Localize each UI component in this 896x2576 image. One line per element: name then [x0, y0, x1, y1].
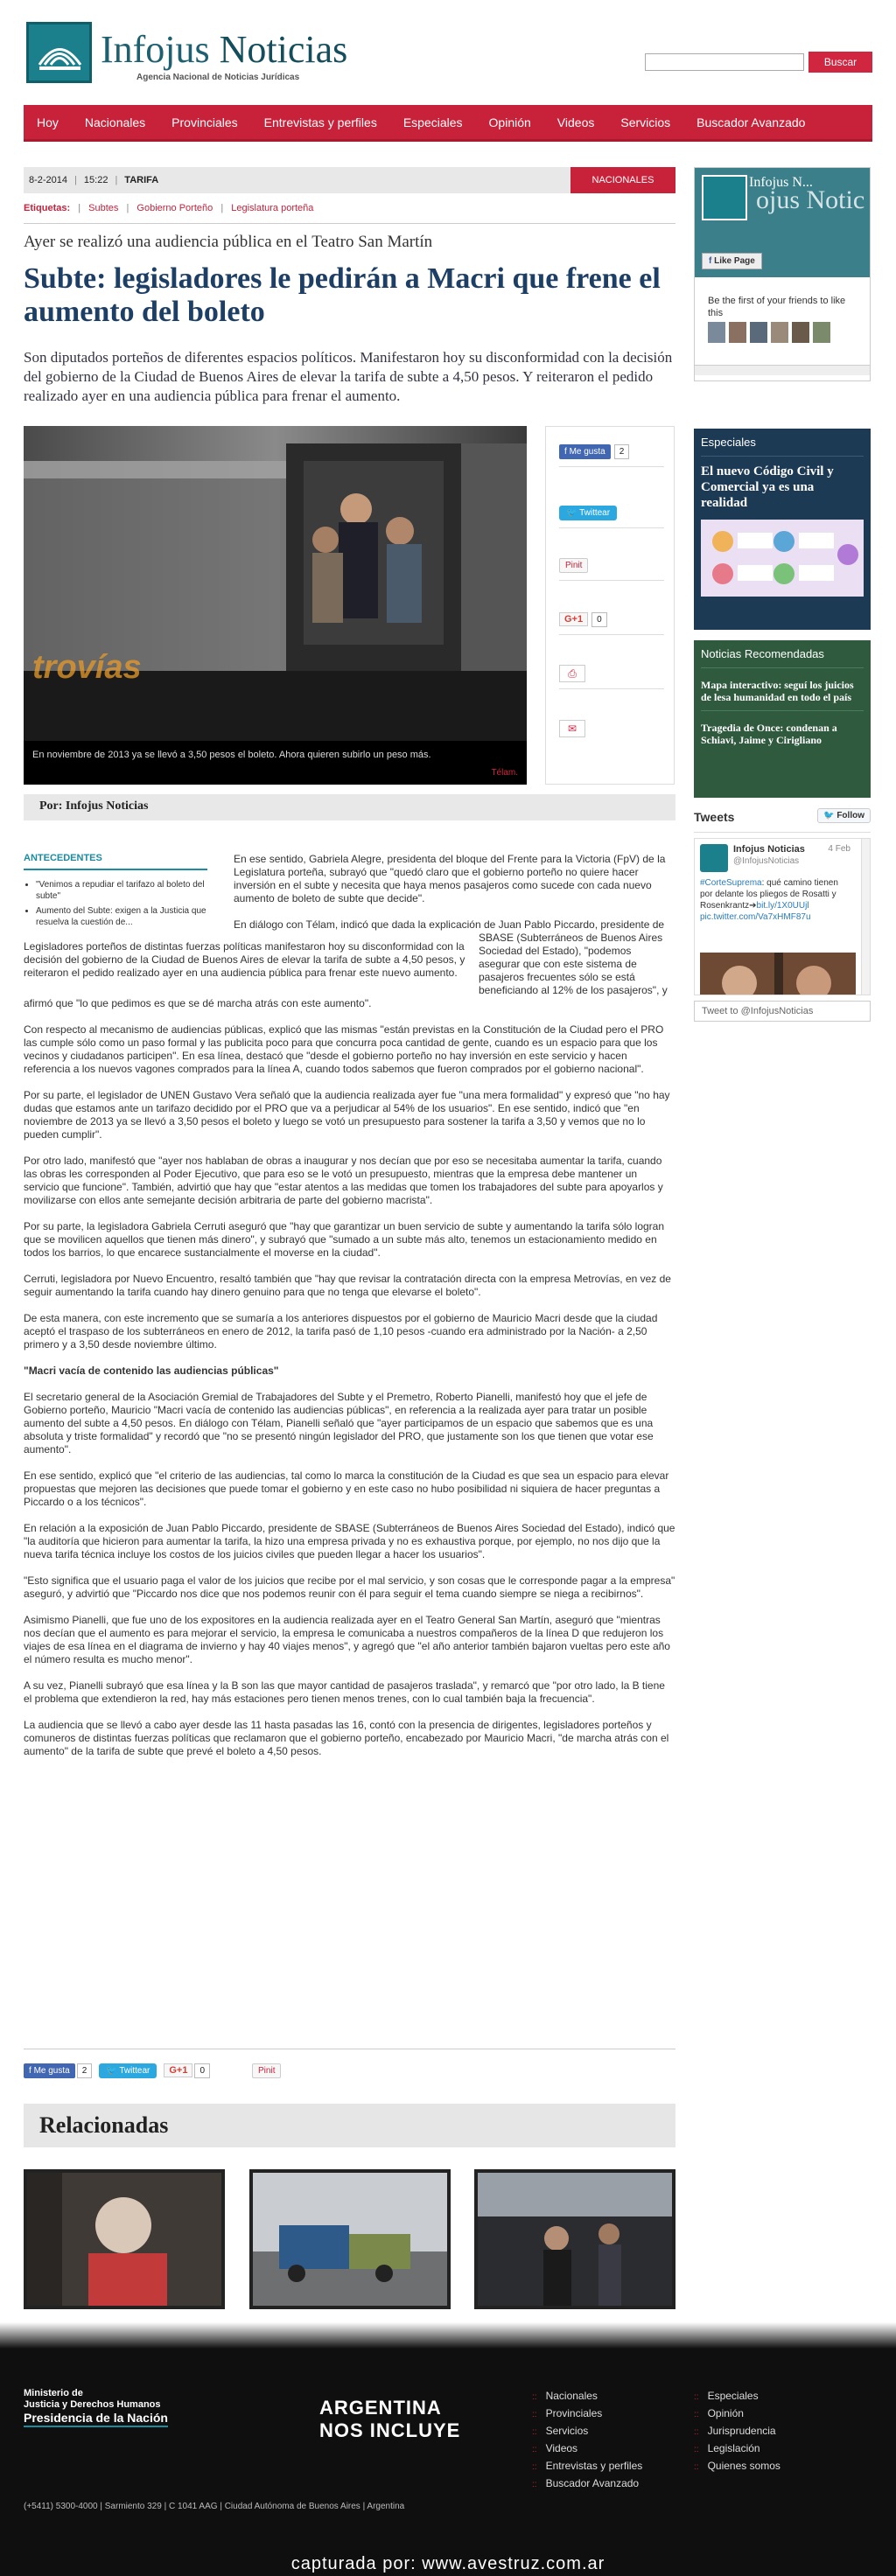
print-row	[559, 665, 664, 689]
footer-link[interactable]: :: Legislación	[694, 2440, 780, 2458]
body-paragraph: Por su parte, la legisladora Gabriela Cerruti aseguró que "hay que garantizar un buen servicio de subte y aumentando la tarifa sólo logran que se movilicen aquellos que tienen más dinero", y subrayó que "sumado a un subte más alto, tenemos un estacionamiento medido en todos los barrios, lo que encarece sustancialmente el moverse en la ciudad".	[24, 1220, 665, 1259]
footer-link[interactable]: :: Nacionales	[532, 2388, 642, 2405]
twitter-avatar[interactable]	[700, 844, 728, 872]
fb-cover-text: ojus Notic	[756, 185, 865, 214]
recomendadas-heading: Noticias Recomendadas	[701, 647, 864, 668]
fb-like-label: Me gusta	[33, 2065, 70, 2076]
fb-page-title[interactable]: Infojus N...	[749, 175, 813, 190]
footer-link[interactable]: :: Videos	[532, 2440, 642, 2458]
article-photo[interactable]	[24, 426, 527, 785]
body-paragraph: "Esto significa que el usuario paga el valor de los juicios que recibe por el mal servicio, y son cosas que le corresponde pagar a la empresa" aseguró, y advirtió que "Piccardo nos dice que nos podemos reunir con él para seguir el tema cuando siempre se niega a recibirnos".	[24, 1574, 676, 1600]
tweet-author-name[interactable]: Infojus Noticias	[733, 844, 805, 855]
footer-fade	[0, 2322, 896, 2349]
tweet-link[interactable]: bit.ly/1X0UUjl	[756, 901, 809, 911]
fb-friends-text: Be the first of your friends to like this	[708, 296, 846, 318]
footer-link[interactable]: :: Buscador Avanzado	[532, 2475, 642, 2493]
antecedente-link[interactable]: • "Venimos a repudiar el tarifazo al boleto del subte"	[36, 879, 207, 902]
footer-link[interactable]: :: Quienes somos	[694, 2458, 780, 2475]
article-time: 15:22	[83, 175, 108, 185]
twitter-bird-icon: 🐦	[566, 508, 580, 518]
print-icon[interactable]: ⎙	[559, 665, 585, 682]
especiales-title[interactable]: El nuevo Código Civil y Comercial ya es una realidad	[701, 464, 834, 510]
related-image[interactable]	[249, 2169, 451, 2309]
bottom-share-bar	[24, 2060, 676, 2081]
fb-like-label: Me gusta	[569, 447, 606, 457]
body-paragraph: En relación a la exposición de Juan Pablo Piccardo, presidente de SBASE (Subterráneos de Buenos Aires Sociedad del Estado), indicó que "la auditoría que hicieron para aumentar la tarifa, la hizo una empresa privada y no es exhaustiva porque, por ejemplo, no nos dijo que la nueva tarifa técnica incluye los costos de los juicios civiles que pueden llegar a hacer los usuarios".	[24, 1522, 676, 1560]
subway-train-image	[24, 426, 527, 741]
article-body	[24, 853, 676, 1771]
photo-overlay-text: trovías	[32, 649, 142, 686]
article-section: TARIFA	[124, 175, 159, 185]
antecedente-link[interactable]: • Aumento del Subte: exigen a la Justicia que resuelva la cuestión de...	[36, 905, 207, 928]
site-footer	[0, 2349, 896, 2576]
presidencia-label: Presidencia de la Nación	[24, 2412, 168, 2427]
follow-label: Follow	[836, 811, 864, 820]
fb-like-count: 2	[614, 444, 630, 459]
share-sidebar	[545, 426, 675, 785]
especiales-heading: Especiales	[701, 436, 864, 457]
meta-separator: |	[115, 175, 118, 185]
pinit-button-bottom[interactable]: Pinit	[252, 2063, 281, 2078]
photo-caption	[24, 741, 527, 785]
tweet-compose-input[interactable]: Tweet to @InfojusNoticias	[694, 1001, 871, 1022]
footer-links-col2	[694, 2388, 780, 2475]
body-paragraph: En ese sentido, Gabriela Alegre, presidenta del bloque del Frente para la Victoria (FpV) de la Legislatura porteña, subrayó que "quedó claro que el gobierno porteño no quiere hacer inversión en el subte y necesita que haya menos pasajeros como sucede con cada nuevo aumento de boleto de subte que decide".	[234, 853, 666, 904]
footer-link[interactable]: :: Opinión	[694, 2405, 780, 2423]
ministerio-logo[interactable]	[24, 2388, 168, 2427]
infojus-logo[interactable]	[26, 22, 92, 83]
nav-item-nacionales[interactable]: Nacionales	[84, 115, 146, 129]
tweet-label: Twittear	[119, 2065, 150, 2076]
footer-link[interactable]: :: Servicios	[532, 2423, 642, 2440]
fb-icon: f	[709, 256, 715, 266]
nav-item-videos[interactable]: Videos	[556, 115, 595, 129]
article-headline: Subte: legisladores le pedirán a Macri que frene el aumento del boleto	[24, 262, 661, 328]
fb-icon: f	[564, 447, 570, 457]
pinit-row	[559, 556, 664, 581]
brand-subtitle: Agencia Nacional de Noticias Jurídicas	[136, 73, 300, 82]
gplus-count-bottom: 0	[194, 2063, 210, 2078]
tweet-row	[559, 504, 664, 528]
nav-item-opinion[interactable]: Opinión	[488, 115, 531, 129]
gplus-button[interactable]: G+1	[559, 612, 588, 626]
tag-separator: |	[220, 203, 224, 213]
tag-separator: |	[78, 203, 81, 213]
body-paragraph: La audiencia que se llevó a cabo ayer desde las 11 hasta pasadas las 16, contó con la presencia de dirigentes, legisladores porteños y comuneros de distintas fuerzas políticas que reclamaron que el gobierno porteño, encabezado por Mauricio Macri, "de marcha atrás con el aumento" de la tarifa de subte que prevé el boleto a 4,50 pesos.	[24, 1719, 669, 1757]
tweet-photo[interactable]	[700, 953, 856, 995]
fb-like-count-bottom: 2	[77, 2063, 93, 2078]
nav-item-servicios[interactable]: Servicios	[620, 115, 671, 129]
twitter-follow-button[interactable]	[817, 808, 871, 823]
body-paragraph: Por otro lado, manifestó que "ayer nos hablaban de obras a inaugurar y nos decían que por eso se necesitaba aumentar la tarifa, cuando las obras les corresponden al Poder Ejecutivo, que para eso se le votó un presupuesto, mientras que la empresa debe mantener un servicio que funcione". También, advirtió que hay que "estar atentos a las medidas que tomen los trabajadores del subte para apoyarlos y movilizarse con ellos ante semejante decisión arbitraria de parte del gobierno macrista".	[24, 1155, 663, 1206]
category-badge[interactable]: NACIONALES	[570, 167, 676, 193]
antecedentes-title: ANTECEDENTES	[24, 853, 207, 870]
body-paragraph: Cerruti, legisladora por Nuevo Encuentro, resaltó también que "hay que revisar la contratación directa con la empresa Metrovías, en vez de seguir aumentando la tarifa cuando hay dinero genuino para que no tenga que elevarse el boleto".	[24, 1273, 671, 1298]
footer-link[interactable]: :: Provinciales	[532, 2405, 642, 2423]
brand-second: Noticias	[219, 28, 348, 71]
gplus-button-bottom[interactable]: G+1	[164, 2063, 192, 2077]
tweet-button-bottom[interactable]	[99, 2063, 157, 2078]
footer-address: (+5411) 5300-4000 | Sarmiento 329 | C 1041 AAG | Ciudad Autónoma de Buenos Aires | Argentina	[24, 2502, 405, 2511]
gplus-row	[559, 611, 664, 635]
avatar[interactable]	[813, 322, 830, 343]
fb-like-page-label: Like Page	[714, 256, 755, 266]
especiales-box	[694, 429, 871, 630]
argentina-line1: ARGENTINA	[319, 2397, 442, 2419]
twitter-bird-icon: 🐦	[106, 2065, 120, 2076]
body-paragraph: Legisladores porteños de distintas fuerzas políticas manifestaron hoy su disconformidad con la decisión del gobierno de la Ciudad de Buenos Aires de elevar la tarifa de subte a 4,50 pesos, y reiteraron el pedido realizado ayer en una audiencia pública para frenar este nuevo aumento.	[24, 940, 466, 979]
tweet-card[interactable]	[694, 838, 871, 995]
fb-like-button[interactable]	[559, 444, 611, 459]
recomendada-link[interactable]: Tragedia de Once: condenan a Schiavi, Jaime y Cirigliano	[701, 722, 837, 746]
brand-first: Infojus	[101, 28, 210, 71]
argentina-logo[interactable]	[319, 2397, 460, 2442]
main-nav	[24, 105, 872, 142]
ministerio-line1: Ministerio de	[24, 2388, 83, 2398]
fb-page-thumb[interactable]	[702, 175, 747, 220]
email-row	[559, 720, 664, 744]
body-paragraph: Con respecto al mecanismo de audiencias públicas, explicó que las mismas "están previstas en la Constitución de la Ciudad pero el PRO las cumple sólo como un paso formal y las publicita poco para que concurra poca cantidad de gente, cuando es un espacio para que los vecinos y ciudadanos participen". En esa línea, destacó que "desde el gobierno porteño no hay inversión en este servicio y hacen referencia a los nuevos vagones comprados para la línea A, cuando todos sabemos que fueron comprados por el gobierno nacional".	[24, 1023, 664, 1075]
especiales-image[interactable]	[701, 520, 864, 597]
avatar[interactable]	[729, 322, 746, 343]
tags-row	[24, 203, 318, 213]
body-paragraph: Por su parte, el legislador de UNEN Gustavo Vera señaló que la audiencia realizada ayer fue "una mera formalidad" y expresó que "no hay dudas que estamos ante un tarifazo decidido por el PRO que va a perjudicar al 54% de los usuarios". En ese sentido, indicó que "en noviembre de 2013 ya se llevó a 3,50 pesos el boleto y luego se votó un presupuesto para sostener la tarifa a 3,50 y vemos que no lo pueden cumplir".	[24, 1089, 670, 1141]
avatar[interactable]	[750, 322, 767, 343]
twitter-bird-icon: 🐦	[823, 811, 837, 820]
argentina-line2: NOS INCLUYE	[319, 2419, 461, 2441]
tag-link[interactable]: Legislatura porteña	[231, 203, 314, 213]
brand-title[interactable]	[101, 28, 348, 71]
recomendada-link[interactable]: Mapa interactivo: seguí los juicios de lesa humanidad en todo el país	[701, 679, 864, 711]
tag-link[interactable]: Subtes	[88, 203, 119, 213]
facebook-page-widget	[694, 167, 871, 381]
tweet-body	[700, 877, 853, 923]
email-icon[interactable]: ✉	[559, 720, 585, 737]
tweet-scrollbar[interactable]	[861, 839, 870, 995]
body-paragraph: Asimismo Pianelli, que fue uno de los expositores en la audiencia realizada ayer en el Teatro General San Martín, aseguró que "mientras nos decían que el aumento es para mejorar el servicio, la empresa le comunicaba a nuestros compañeros de la línea D que redujeron los viajes de esa línea en el diagrama de invierno y hay 40 viajes menos", y agregó que "el año anterior también bajaron vueltas pero este año el número resulta es mucho menor".	[24, 1614, 670, 1665]
related-image[interactable]	[474, 2169, 676, 2309]
nav-item-provinciales[interactable]: Provinciales	[172, 115, 238, 129]
search-input[interactable]	[645, 53, 804, 71]
body-paragraph: De esta manera, con este incremento que se sumaría a los anteriores dispuestos por el gobierno de Mauricio Macri desde que la ciudad aceptó el traspaso de los subterráneos en enero de 2012, la tarifa pasó de 1,10 pesos -cuando era administrado por la Nación- a 2,50 primero y a 3,50 desde noviembre último.	[24, 1312, 658, 1351]
capture-watermark: capturada por: www.avestruz.com.ar	[290, 2554, 606, 2573]
body-subhead: "Macri vacía de contenido las audiencias públicas"	[24, 1365, 279, 1377]
fb-icon: f	[29, 2065, 34, 2076]
body-paragraph: A su vez, Pianelli subrayó que esa línea y la B son las que mayor cantidad de pasajeros traslada", y remarcó que "por otro lado, la B tiene el problema que extendieron la red, hay más estaciones pero tienen menos trenes, con lo cual también baja la frecuencia".	[24, 1679, 665, 1705]
tweet-date[interactable]: 4 Feb	[828, 844, 850, 854]
horizontal-scrollbar[interactable]	[695, 365, 870, 375]
tweet-hashtag[interactable]: #CorteSuprema	[700, 878, 762, 888]
divider	[24, 223, 676, 224]
nav-item-hoy[interactable]: Hoy	[37, 115, 59, 129]
footer-link[interactable]: :: Jurisprudencia	[694, 2423, 780, 2440]
nav-item-entrevistas[interactable]: Entrevistas y perfiles	[263, 115, 377, 129]
tag-separator: |	[126, 203, 130, 213]
photo-caption-text: En noviembre de 2013 ya se llevó a 3,50 pesos el boleto. Ahora quieren subirlo un peso más.	[32, 750, 431, 760]
body-paragraph: En ese sentido, explicó que "el criterio de las audiencias, tal como lo marca la constitución de la Ciudad es que sea un espacio para elevar propuestas que mejoren las decisiones que puede tomar el gobierno y en este caso no hubo posibilidad ni siquiera de hacer preguntas a Piccardo o a los técnicos".	[24, 1470, 669, 1508]
body-paragraph: En diálogo con Télam, indicó que dada la explicación de Juan Pablo Piccardo, presidente de SBASE (Subterráneos de Buenos Aires Sociedad del Estado), "podemos asegurar que con este sistema de pasajeros frecuentes sólo se está beneficiando al 12% de los pasajeros", y afirmó que "lo que pedimos es que se dé marcha atrás con este aumento".	[24, 918, 668, 1009]
tweet-text: : qué camino tienen por delante los pliegos de Rosatti y Rosenkrantz➔	[700, 878, 838, 911]
avatar[interactable]	[771, 322, 788, 343]
article-kicker: Ayer se realizó una audiencia pública en el Teatro San Martín	[24, 233, 433, 251]
fb-like-button-bottom[interactable]	[24, 2063, 75, 2078]
fb-like-page-button[interactable]	[702, 253, 762, 269]
tweet-label: Twittear	[579, 508, 611, 518]
fb-cover[interactable]	[695, 168, 870, 277]
tweet-author-handle[interactable]: @InfojusNoticias	[733, 856, 800, 866]
nav-item-buscador[interactable]: Buscador Avanzado	[696, 115, 806, 129]
tweet-button[interactable]	[559, 506, 617, 520]
fb-like-row	[559, 443, 664, 467]
tag-link[interactable]: Gobierno Porteño	[136, 203, 214, 213]
avatar[interactable]	[792, 322, 809, 343]
tweets-heading	[694, 806, 871, 833]
twitter-widget	[694, 806, 871, 1025]
related-image[interactable]	[24, 2169, 225, 2309]
tweet-pic-link[interactable]: pic.twitter.com/Va7xHMF87u	[700, 912, 811, 922]
gplus-count: 0	[592, 612, 607, 627]
article-byline: Por: Infojus Noticias	[24, 794, 676, 820]
body-paragraph: El secretario general de la Asociación Gremial de Trabajadores del Subte y el Premetro, Roberto Pianelli, manifestó hoy que el jefe de Gobierno porteño, Mauricio "Macri vacía de contenido las audiencias públicas", en referencia a la realizada ayer para tratar un posible aumento del subte a 4,50 pesos. En diálogo con Télam, Pianelli señaló que "ayer participamos de un espacio que sabemos que es una absoluta y triste formalidad" y recordó que "no se presentó ningún legislador del PRO, que justamente son los que tienen que votar ese aumento".	[24, 1391, 654, 1456]
antecedentes-box	[24, 853, 207, 932]
footer-links-col1	[532, 2388, 642, 2493]
meta-separator: |	[74, 175, 77, 185]
photo-credit: Télam.	[491, 768, 518, 778]
search-button[interactable]: Buscar	[808, 52, 872, 73]
ministerio-line2: Justicia y Derechos Humanos	[24, 2399, 161, 2410]
footer-link[interactable]: :: Especiales	[694, 2388, 780, 2405]
nav-item-especiales[interactable]: Especiales	[402, 115, 463, 129]
avatar[interactable]	[708, 322, 725, 343]
tweets-title: Tweets	[694, 810, 735, 824]
footer-link[interactable]: :: Entrevistas y perfiles	[532, 2458, 642, 2475]
article-date: 8-2-2014	[29, 175, 68, 185]
tags-label: Etiquetas:	[24, 203, 71, 213]
article-lead: Son diputados porteños de diferentes espacios políticos. Manifestaron hoy su disconformidad con la decisión del gobierno de la Ciudad de Buenos Aires de elevar la tarifa de subte a 4,50 pesos. Y reiteraron el pedido realizado ayer en una audiencia pública para frenar el aumento.	[24, 349, 673, 404]
antecedentes-list	[24, 879, 207, 928]
fb-faces	[708, 322, 834, 343]
related-header: Relacionadas	[24, 2104, 676, 2147]
recomendadas-box	[694, 640, 871, 798]
pinit-button[interactable]: Pinit	[559, 558, 588, 573]
site-header	[0, 0, 896, 105]
